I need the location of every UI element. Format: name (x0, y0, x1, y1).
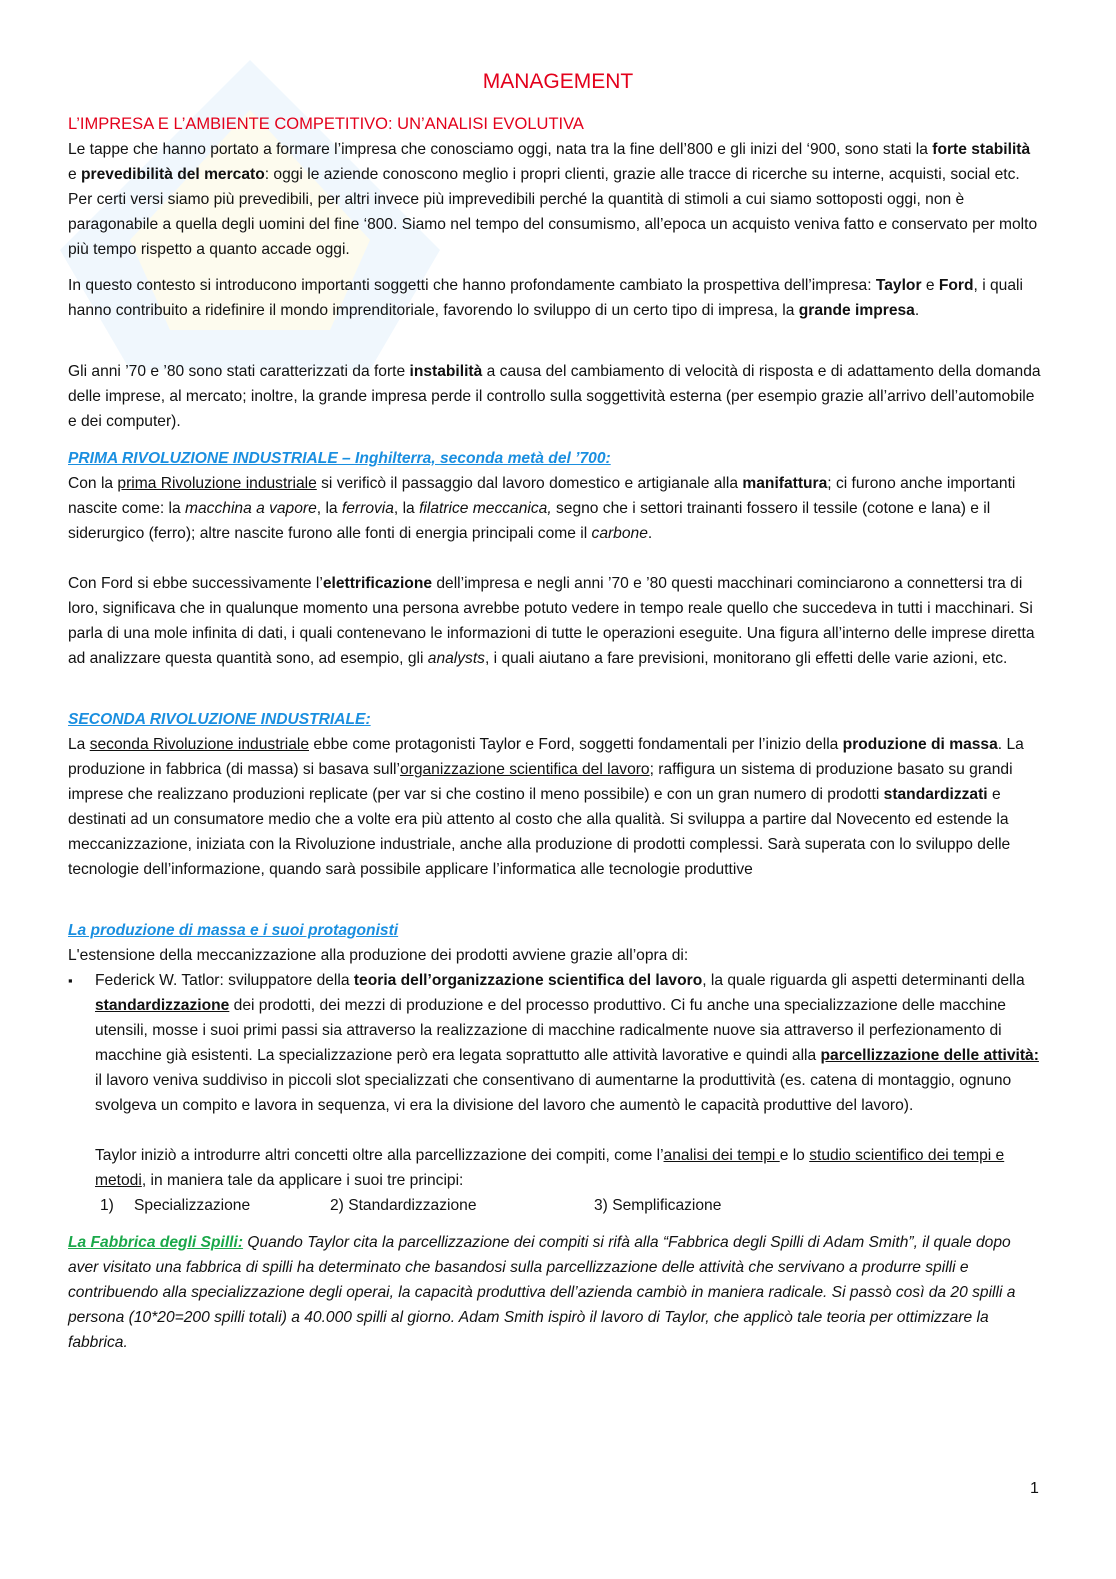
principle-item: 2) Standardizzazione (330, 1197, 477, 1214)
emphasized-text: standardizzati (883, 786, 988, 803)
paragraph (68, 968, 1042, 1118)
text-run: Con la (68, 475, 118, 492)
emphasized-text: parcellizzazione delle attività: (820, 1047, 1039, 1064)
emphasized-text: prevedibilità del mercato (81, 166, 265, 183)
emphasized-text: filatrice meccanica, (419, 500, 552, 517)
text-run: ; ci furono anche importanti nascite come: la (68, 475, 1016, 517)
principles-list (100, 1193, 1074, 1218)
text-run: In questo contesto si introducono importanti soggetti che hanno profondamente cambiato la prospettiva dell’impresa: (68, 277, 876, 294)
heading-text: La produzione di massa e i suoi protagonisti (68, 922, 399, 939)
emphasized-text: analysts (427, 650, 485, 667)
text-run: ; raffigura un sistema di produzione basato su grandi imprese che realizzano produzioni replicate (per var si che costino il meno possibile) e con un gran numero di prodotti (68, 761, 1013, 803)
section-heading (68, 707, 1042, 732)
text-run: . (914, 302, 920, 319)
emphasized-text: elettrificazione (322, 575, 433, 592)
emphasized-text: grande impresa (798, 302, 915, 319)
text-run: dell’impresa e negli anni ’70 e ’80 questi macchinari cominciarono a connettersi tra di loro, significava che in qualunque momento una persona avrebbe potuto vedere in tempo reale quello che succedeva in tutti i macchinari. Si parla di una mole infinita di dati, i quali contenevano le informazioni di tutte le operazioni eseguite. Una figura all’interno delle imprese diretta ad analizzare questa quantità sono, ad esempio, gli (68, 575, 1035, 667)
text-run: La (68, 736, 90, 753)
emphasized-text: instabilità (409, 363, 483, 380)
text-run: , la (393, 500, 420, 517)
emphasized-text: teoria dell’organizzazione scientifica del lavoro (353, 972, 703, 989)
bullet-marker: ▪ (68, 973, 73, 988)
principle-number: 1) (100, 1197, 114, 1214)
emphasized-text: organizzazione scientifica del lavoro (399, 761, 650, 778)
text-run: , i quali aiutano a fare previsioni, monitorano gli effetti delle varie azioni, etc. (484, 650, 1008, 667)
text-run: segno che i settori trainanti fossero il tessile (cotone e lana) e il siderurgico (ferro); altre nascite furono alle fonti di energia principali come il (68, 500, 991, 542)
emphasized-text: manifattura (742, 475, 828, 492)
text-run: e destinati ad un consumatore medio che a volte era più attento al costo che alla qualità. Si sviluppa a partire dal Novecento ed estende la meccanizzazione, iniziata con la Rivoluzione industriale, anche alla produzione di prodotti complessi. Sarà superata con lo sviluppo delle tecnologie dell’informazione, quando sarà possibile applicare l’informatica alle tecnologie produttive (68, 786, 1011, 878)
text-run: e (68, 166, 82, 183)
emphasized-text: Quando Taylor cita la parcellizzazione dei compiti si rifà alla “Fabbrica degli Spilli di Adam Smith”, il quale dopo aver visitato una fabbrica di spilli ha determinato che basandosi sulla parcellizzazione delle attività che servivano a produrre spilli e contribuendo alla specializzazione degli operai, la capacità produttiva dell’azienda cambiò in maniera radicale. Si passò così da 20 spilli a persona (10*20=200 spilli totali) a 40.000 spilli al giorno. Adam Smith ispirò il lavoro di Taylor, che applicò tale teoria per ottimizzare la fabbrica. (68, 1234, 1016, 1351)
text-run: a causa del cambiamento di velocità di risposta e di adattamento della domanda delle imprese, al mercato; inoltre, la grande impresa perde il controllo sulla soggettività esterna (per esempio grazie all’arrivo dell’automobile e dei computer). (68, 363, 1041, 430)
section-heading (68, 918, 1042, 943)
paragraph (68, 732, 1042, 882)
emphasized-text: macchina a vapore (185, 500, 317, 517)
page-number: 1 (1030, 1480, 1039, 1497)
text-run: e lo (779, 1147, 810, 1164)
text-run: , in maniera tale da applicare i suoi tre principi: (141, 1172, 464, 1189)
emphasized-text: studio scientifico dei tempi e metodi (95, 1147, 1005, 1189)
text-run: , la (316, 500, 342, 517)
paragraph (68, 273, 1042, 323)
paragraph (68, 1143, 1042, 1193)
emphasized-text: carbone (591, 525, 648, 542)
paragraph (68, 571, 1042, 671)
text-run: il lavoro veniva suddiviso in piccoli slot specializzati che consentivano di aumentarne la produttività (es. catena di montaggio, ognuno svolgeva un compito e lavora in sequenza, vi era la divisione del lavoro che aumentò le capacità produttive del lavoro). (95, 1072, 1012, 1114)
text-run: , i quali hanno contribuito a ridefinire il mondo imprenditoriale, favorendo lo sviluppo di un certo tipo di impresa, la (68, 277, 1023, 319)
emphasized-text: seconda Rivoluzione industriale (89, 736, 309, 753)
emphasized-text: Taylor (875, 277, 922, 294)
principle-item: Specializzazione (134, 1197, 251, 1214)
text-run: , la quale riguarda gli aspetti determinanti della (702, 972, 1025, 989)
heading-text: La Fabbrica degli Spilli: (68, 1234, 244, 1251)
text-run: Federick W. Tatlor: sviluppatore della (95, 972, 354, 989)
emphasized-text: standardizzazione (95, 997, 230, 1014)
text-run: Taylor iniziò a introdurre altri concetti oltre alla parcellizzazione dei compiti, come l’ (95, 1147, 664, 1164)
text-run: . (647, 525, 653, 542)
paragraph (68, 359, 1042, 434)
heading-text: PRIMA RIVOLUZIONE INDUSTRIALE – Inghilterra, seconda metà del ’700: (68, 450, 611, 467)
principle-item: 3) Semplificazione (594, 1197, 722, 1214)
text-run: si verificò il passaggio dal lavoro domestico e artigianale alla (316, 475, 743, 492)
section-heading: L’IMPRESA E L’AMBIENTE COMPETITIVO: UN’ANALISI EVOLUTIVA (68, 115, 584, 133)
text-run: L'estensione della meccanizzazione alla produzione dei prodotti avviene grazie all’opra di: (68, 947, 689, 964)
paragraph (68, 137, 1042, 262)
emphasized-text: ferrovia (341, 500, 394, 517)
paragraph (68, 1230, 1042, 1355)
section-heading (68, 446, 1042, 471)
text-run: dei prodotti, dei mezzi di produzione e del processo produttivo. Ci fu anche una specializzazione delle macchine utensili, mosse i suoi primi passi sia attraverso la realizzazione di macchine radicalmente nuove sia attraverso il perfezionamento di macchine già esistenti. La specializzazione però era legata soprattutto alle attività lavorative e quindi alla (95, 997, 1006, 1064)
text-run: Gli anni ’70 e ’80 sono stati caratterizzati da forte (68, 363, 410, 380)
emphasized-text: analisi dei tempi (663, 1147, 780, 1164)
emphasized-text: produzione di massa (842, 736, 998, 753)
paragraph (68, 943, 1042, 968)
emphasized-text: Ford (938, 277, 974, 294)
text-run: . La produzione in fabbrica (di massa) si basava sull’ (68, 736, 1024, 778)
emphasized-text: forte stabilità (932, 141, 1031, 158)
text-run: : oggi le aziende conoscono meglio i propri clienti, grazie alle tracce di ricerche su interne, acquisti, social etc. Per certi versi siamo più prevedibili, per altri invece più imprevedibili perché la quantità di stimoli a cui siamo sottoposti oggi, non è paragonabile a quella degli uomini del fine ‘800. Siamo nel tempo del consumismo, all’epoca un acquisto veniva fatto e conservato per molto più tempo rispetto a quanto accade oggi. (68, 166, 1038, 258)
text-run: Con Ford si ebbe successivamente l’ (68, 575, 323, 592)
page-title: MANAGEMENT (482, 70, 634, 93)
emphasized-text: prima Rivoluzione industriale (117, 475, 317, 492)
text-run: e (921, 277, 939, 294)
heading-text: SECONDA RIVOLUZIONE INDUSTRIALE: (68, 711, 371, 728)
paragraph (68, 471, 1042, 546)
text-run: Le tappe che hanno portato a formare l’impresa che conosciamo oggi, nata tra la fine dell’800 e gli inizi del ‘900, sono stati la (68, 141, 933, 158)
text-run: ebbe come protagonisti Taylor e Ford, soggetti fondamentali per l’inizio della (309, 736, 843, 753)
